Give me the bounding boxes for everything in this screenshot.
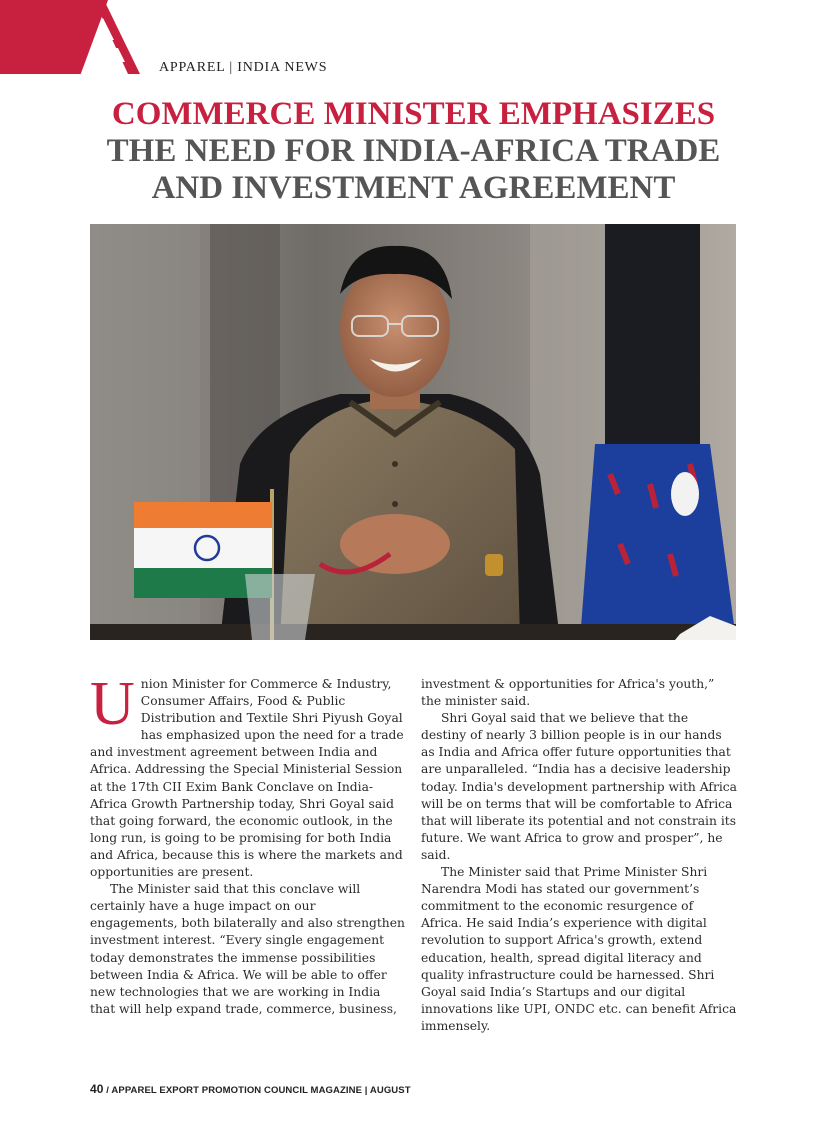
article-photo [90, 224, 736, 640]
article-paragraph: investment & opportunities for Africa's youth,” the minister said. [421, 677, 715, 709]
footer-text: / APPAREL EXPORT PROMOTION COUNCIL MAGAZINE | AUGUST [103, 1085, 411, 1096]
article-paragraph [90, 670, 406, 881]
page-number: 40 [90, 1082, 104, 1096]
dropcap: U [90, 670, 135, 738]
article-paragraph-text: nion Minister for Commerce & Industry, Consumer Affairs, Food & Public Distribution and Textile Shri Piyush Goyal has emphasized upon the need for a trade and investment agreement between India and Africa. Addressing the Special Ministerial Session at the 17th CII Exim Bank Conclave on India-Africa Growth Partnership today, Shri Goyal said that going forward, the economic outlook, in the long run, is going to be promising for both India and Africa, because this is where the markets and opportunities are present. [90, 677, 404, 880]
article-paragraph: The Minister said that Prime Minister Shri Narendra Modi has stated our government’s commitment to the economic resurgence of Africa. He said India’s experience with digital revolution to support Africa's growth, extend education, health, spread digital literacy and quality infrastructure could be harnessed. Shri Goyal said India’s Startups and our digital innovations like UPI, ONDC etc. can benefit Africa immensely. [421, 865, 737, 1033]
article-paragraph: The Minister said that this conclave will certainly have a huge impact on our engagements, both bilaterally and also strengthen investment interest. “Every single engagement today demonstrates the immense possibilities between India & Africa. We will be able to offer new technologies that we are working in India that will help expand trade, commerce, business, [90, 882, 405, 1016]
article-column-right [421, 676, 737, 1035]
article-paragraph: Shri Goyal said that we believe that the destiny of nearly 3 billion people is in our hands as India and Africa offer future opportunities that are unparalleled. “India has a decisive leadership today. India's development partnership with Africa will be on terms that will be comfortable to Africa that will liberate its potential and not constrain its future. We want Africa to grow and prosper”, he said. [421, 711, 737, 862]
headline-line-2: THE NEED FOR INDIA-AFRICA TRADE [106, 133, 721, 169]
magazine-logo [0, 0, 150, 76]
article-headline [40, 96, 787, 207]
section-label: APPAREL | INDIA NEWS [159, 60, 328, 75]
page-footer [90, 1082, 411, 1096]
logo-a-icon [0, 0, 150, 76]
article-column-left [90, 670, 406, 1018]
headline-line-3: AND INVESTMENT AGREEMENT [151, 170, 676, 206]
headline-line-1: COMMERCE MINISTER EMPHASIZES [111, 96, 716, 132]
